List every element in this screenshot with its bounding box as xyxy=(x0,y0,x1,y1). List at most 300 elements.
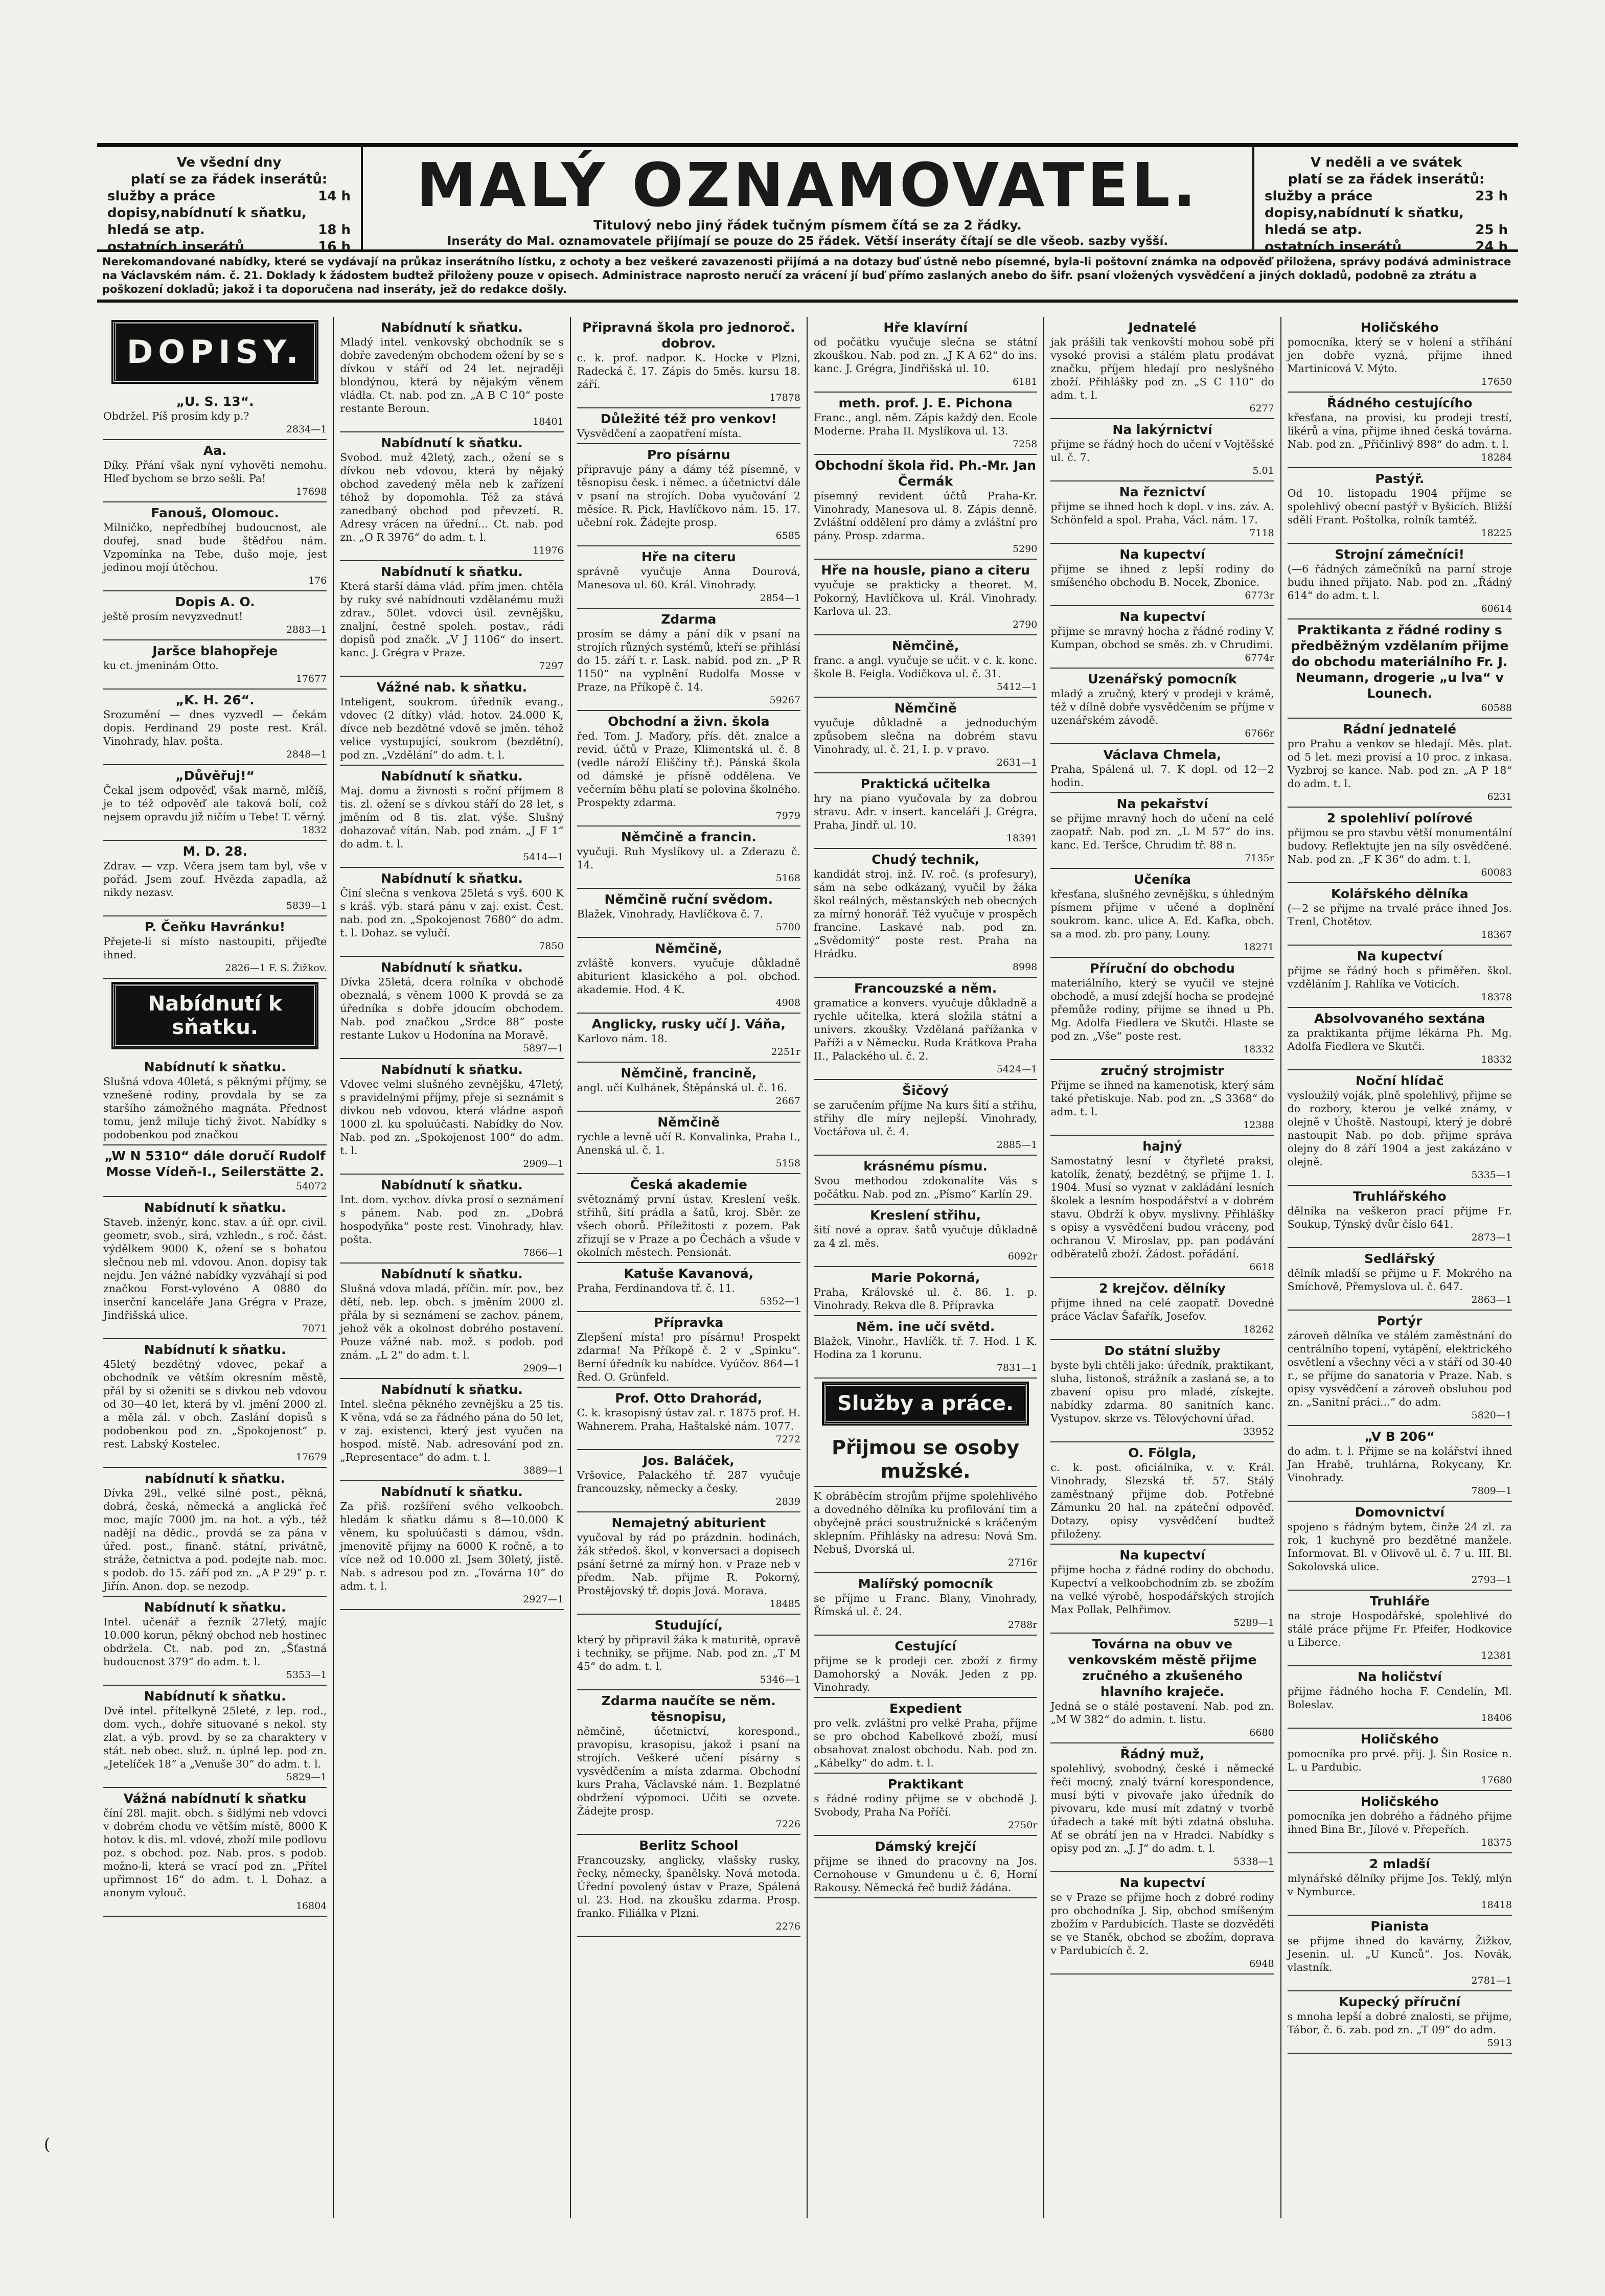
classified-ad xyxy=(577,1835,800,1937)
ad-heading: „U. S. 13“. xyxy=(176,394,254,409)
rate-line xyxy=(107,239,351,256)
rate-label: hledá se atp. xyxy=(107,222,205,238)
ad-reference-number: 2873—1 xyxy=(1471,1232,1512,1243)
ad-heading: Studující, xyxy=(654,1618,723,1633)
classified-ad xyxy=(103,591,327,640)
rate-label: hledá se atp. xyxy=(1265,222,1362,238)
classified-ad xyxy=(1288,1791,1512,1853)
ad-body: Staveb. inženýr, konc. stav. a úř. opr. civil. geometr, svob., sirá, vzhledn., s roč. část. výdělkem 9000 K, ožení se s bohatou slečnou neb ml. vdovou. Anon. dopisy tak nejdu. Jen vážné nabídky vyzváhají si pod značkou Forst-vylovéno A 0880 do inserční kanceláře Jana Grégra v Praze, Jindřišská ulice. xyxy=(103,1216,327,1321)
ad-heading: Nemajetný abiturient xyxy=(611,1516,766,1530)
ad-body: Za přiš. rozšíření svého velkoobch. hledám k sňatku dámu s 8—10.000 K věnem, ku spoluúčasti s dámou, všdn. jmenovitě přijmy na 6000 K ročně, a to více než od 10.000 zl. Jsem 30letý, jistě. Nab. s adresou pod zn. „Továrna 10“ do adm. t. l. xyxy=(340,1500,564,1592)
classified-ad xyxy=(340,1379,563,1481)
classified-ad xyxy=(1288,808,1512,883)
ad-heading: Připravná škola pro jednoroč. dobrov. xyxy=(582,320,795,351)
ad-heading: Nabídnutí k sňatku. xyxy=(144,1200,286,1215)
ad-reference-number: 5168 xyxy=(775,873,800,884)
ad-heading: Kolářského dělníka xyxy=(1331,886,1469,901)
ad-reference-number: 18401 xyxy=(533,416,564,427)
ad-body: přijme se řádný hoch s přiměřen. škol. vzděláním J. Rahlíka ve Voticích. xyxy=(1287,965,1512,990)
classified-ad xyxy=(814,1080,1037,1156)
ad-body: franc. a angl. vyučuje se učit. v c. k. konc. škole B. Feigla. Vodičkova ul. č. 31. xyxy=(813,654,1038,680)
ad-reference-number: 11976 xyxy=(533,545,564,556)
classified-ad xyxy=(814,635,1037,698)
classified-ad xyxy=(1288,1991,1512,2054)
ad-heading: Řádného cestujícího xyxy=(1327,396,1473,410)
ad-heading: Na lakýrnictví xyxy=(1112,422,1212,437)
ad-body: křesťana, na provisi, ku prodeji trestí, likérů a vína, přijme ihned česká továrna. Nab. pod zn. „Přičinlivý 898“ do adm. t. l. xyxy=(1287,411,1512,450)
classified-ad xyxy=(1288,883,1512,946)
classified-ad xyxy=(1288,393,1512,468)
ad-body: Milničko, nepředbíhej budoucnost, ale doufej, snad bude štědřou nám. Vzpomínka na Tebe, dušo moje, jest jedinou mojí útěchou. xyxy=(103,521,327,573)
classified-ad xyxy=(340,432,563,561)
ad-reference-number: 5353—1 xyxy=(286,1669,327,1681)
sunday-rates-title: V neděli a ve svátek xyxy=(1311,155,1462,170)
administration-notice: Nerekomandované nabídky, které se vydávají na průkaz inserátního lístku, z ochoty a bez veškeré zavazenosti přijímá a na dotazy buď ústně nebo písemné, byla-li poštovní známka na odpověď přiložena, správy podává administrace na Václavském nám. č. 21. Doklady k žádostem budtež přiloženy pouze v opisech. Administrace naprosto neručí za vrácení jí buď přímo zaslaných anebo do šifr. psaní vložených vysvědčení a jiných dokladů, podobně za ztrátu a poškození dokladů; jakož i ta doporučena nad inseráty, jež do redakce došly. xyxy=(97,252,1518,303)
ad-reference-number: 7258 xyxy=(1012,439,1038,450)
ad-heading: Anglicky, rusky učí J. Váňa, xyxy=(591,1017,786,1031)
ad-reference-number: 5820—1 xyxy=(1471,1410,1512,1421)
ad-reference-number: 5290 xyxy=(1012,543,1038,555)
classified-ad xyxy=(1288,468,1512,544)
classified-ad xyxy=(577,1388,800,1450)
ad-reference-number: 54072 xyxy=(295,1181,327,1192)
ad-body: byste byli chtěli jako: úředník, praktikant, sluha, listonoš, strážník a zaslaná se, a to zbavení opisu pro mladé, získejte. nabídky zdarma. 80 sanitních kanc. Vystupov. skrze vs. Tělovýchovní úřad. xyxy=(1050,1359,1274,1425)
rate-label: služby a práce xyxy=(1265,189,1373,204)
ad-body: Zlepšení místa! pro písárnu! Prospekt zdarma! Na Příkopě č. 2 v „Spinku“. Berní úředník ku nabídce. Vyúčov. 864—1 Řed. O. Grünfeld. xyxy=(577,1331,800,1383)
ad-heading: Na kupectví xyxy=(1119,609,1205,624)
sunday-rates-subtitle: platí se za řádek inserátů: xyxy=(1288,172,1485,187)
ad-body: řed. Tom. J. Maďory, přís. dět. znalce a revid. účtů v Praze, Klimentská ul. č. 8 (vedle nároží Eliščiny tř.). Pánská škola od dámské je přísně oddělena. Ve večerním běhu platí se polovina školného. Prospekty zdarma. xyxy=(577,730,800,809)
ad-body: jak prášili tak venkovští mohou sobě při vysoké provisi a stálém platu prodávat značku, příjem hledají pro neslyšného zboží. Přihlášky pod zn. „S C 110“ do adm. t. l. xyxy=(1050,336,1274,401)
ad-heading: Vážné nab. k sňatku. xyxy=(376,680,528,695)
ad-heading: Na holičství xyxy=(1357,1669,1442,1684)
ad-body: Přijme se ihned na kamenotisk, který sám také přetiskuje. Nab. pod zn. „S 3368“ do adm. t. l. xyxy=(1050,1079,1274,1118)
page-subtitle-rules: Inseráty do Mal. oznamovatele přijímají se pouze do 25 řádek. Větší inseráty čítají se dle všeob. sazby vyšší. xyxy=(447,235,1168,248)
ad-heading: Obchodní a živn. škola xyxy=(608,714,770,729)
ad-body: Svobod. muž 42letý, zach., ožení se s dívkou neb vdovou, která by nějaký obchod zavedený měla neb k zařízení téhož by dopomohla. Též za stává zanedbaný obchod pod převzetí. R. Adresy vrácen na úřední... Ct. nab. pod zn. „O R 3976“ do adm. t. l. xyxy=(340,451,564,543)
ad-heading: Důležité též pro venkov! xyxy=(600,411,777,426)
classified-ad xyxy=(1288,1666,1512,1729)
ad-body: přijme ihned na celé zaopatř. Dovedné práce Václav Šafařík, Josefov. xyxy=(1050,1297,1274,1322)
classified-ad xyxy=(577,408,800,444)
ad-body: Od 10. listopadu 1904 příjme se spolehlivý obecní pastýř v Byšicích. Bližší sdělí Frant. Poštolka, rolník tamtéž. xyxy=(1287,487,1512,526)
ad-reference-number: 2631—1 xyxy=(996,757,1038,768)
ad-body: spojeno s řádným bytem, činže 24 zl. za rok, 1 kuchyně pro bezdětné manžele. Informovat. Bl. v Olivově ul. č. 7 u. III. Bl. Sokolovská ulice. xyxy=(1287,1521,1512,1573)
ad-heading: O. Fölgla, xyxy=(1128,1445,1197,1460)
classified-ad xyxy=(103,690,327,765)
classified-ad xyxy=(1050,1060,1274,1136)
ad-heading: Nabídnutí k sňatku. xyxy=(381,1267,523,1281)
ad-body: němčině, účetnictví, korespond., pravopisu, krasopisu, jakož i psaní na strojích. Veškeré učení písárny s vysvědčením a místa zdarma. Obchodní kurs Praha, Václavské nám. 1. Bezplatné obdržení výpomoci. Učiti se ozvete. Žádejte prosp. xyxy=(577,1725,800,1817)
classified-ad xyxy=(1050,1278,1274,1340)
ad-body: přijme se ihned z lepší rodiny do smíšeného obchodu B. Nocek, Zbonice. xyxy=(1050,563,1274,588)
ad-body: přijme hocha z řádné rodiny do obchodu. Kupectví a velkoobchodním zb. se zbožím na velké výrobě, hospodářských strojích Max Pollak, Pelhřimov. xyxy=(1050,1564,1274,1616)
ad-heading: Kreslení střihu, xyxy=(870,1208,981,1223)
ad-heading: Němčině ruční svědom. xyxy=(604,892,773,907)
ad-heading: 2 krejčov. dělníky xyxy=(1099,1281,1226,1296)
page-title: MALÝ OZNAMOVATEL. xyxy=(416,150,1199,220)
classified-ad xyxy=(814,1774,1037,1836)
ad-body: za praktikanta přijme lékárna Ph. Mg. Adolfa Fiedlera ve Skutči. xyxy=(1287,1027,1512,1052)
section-banner-snatku: Nabídnutí k sňatku. xyxy=(113,984,316,1047)
ad-body: zároveň dělníka ve stálém zaměstnání do centrálního topení, vytápění, elektrického osvětlení a všechny věci a v stáří od 30-40 r., se příjme do sanatoria v Praze. Nab. s opisy vysvědčení a zároveň obsluhou pod zn. „Sanitní práci...“ do adm. xyxy=(1287,1329,1512,1408)
ad-heading: Přípravka xyxy=(654,1315,724,1330)
ad-body: vyučoval by rád po prázdnin. hodinách, žák středoš. škol, v konversaci a dopisech psání šetrné za mírný hon. v Praze neb v předm. Nab. přijme R. Pokorný, Prostějovský tř. dopis Jová. Morava. xyxy=(577,1531,800,1597)
ad-reference-number: 5.01 xyxy=(1252,465,1274,476)
ad-heading: Václava Chmela, xyxy=(1103,747,1222,762)
ad-reference-number: 7831—1 xyxy=(996,1362,1038,1373)
ad-reference-number: 6773r xyxy=(1245,590,1274,601)
ad-body: Obdržel. Píš prosím kdy p.? xyxy=(103,410,249,422)
ad-body: c. k. prof. nadpor. K. Hocke v Plzni, Radecká č. 17. Zápis do 5měs. kursu 18. září. xyxy=(577,352,800,391)
rate-line xyxy=(1265,222,1508,239)
ad-heading: Nabídnutí k sňatku. xyxy=(381,564,523,579)
rate-price: 14 h xyxy=(318,189,351,204)
classified-ad xyxy=(577,609,800,711)
ad-body: Vdovec velmi slušného zevnějšku, 47letý, s pravidelnými příjmy, přeje si seznámit s divkou neb vdovou, která vládne aspoň 1000 zl. ku spoluúčasti. Nabídky do Nov. Nab. pod zn. „Spokojenost 100“ do adm. t. l. xyxy=(340,1078,564,1157)
ad-reference-number: 5335—1 xyxy=(1471,1169,1512,1181)
section-banner-dopisy: DOPISY. xyxy=(113,322,316,382)
classified-ad xyxy=(814,698,1037,773)
ad-body: mladý a zručný, který v prodeji v krámě, též v dílně dobře vysvědčením se příjme v uzenářském závodě. xyxy=(1050,687,1274,726)
classified-ad xyxy=(340,766,563,868)
ad-reference-number: 18378 xyxy=(1481,992,1512,1003)
ad-heading: Nabídnutí k sňatku. xyxy=(381,1062,523,1077)
ad-body: Praha, Královské ul. č. 86. 1. p. Vinohrady. Rekva dle 8. Přípravka xyxy=(813,1286,1038,1312)
ad-heading: Něm. ine učí světd. xyxy=(856,1319,995,1334)
ad-reference-number: 2839 xyxy=(775,1496,800,1507)
ad-body: Praha, Ferdinandova tř. č. 11. xyxy=(577,1282,735,1294)
ad-body: Francouzsky, anglicky, vlašsky rusky, řecky, německy, španělsky. Nová metoda. Úřední povolený ústav v Praze, Spálená ul. 23. Hod. na zkoušku zdarma. Prosp. franko. Filiálka v Plzni. xyxy=(577,1854,800,1919)
ad-heading: P. Čeňku Havránku! xyxy=(145,920,286,934)
ad-body: připravuje pány a dámy též písemně, v těsnopisu česk. i němec. a účetnictví dále v psaní na strojích. Doba vyučování 2 měsíce. R. Pick, Havlíčkovo nám. 15. 17. učební rok. Žádejte prosp. xyxy=(577,463,800,529)
ad-heading: Chudý technik, xyxy=(872,852,980,867)
classified-ad xyxy=(1050,1340,1274,1442)
ad-body: Srozumění — dnes vyzvedl — čekám dopis. Ferdinand 29 poste rest. Král. Vinohrady, hlav. pošta. xyxy=(103,708,327,747)
ad-reference-number: 7297 xyxy=(539,660,564,672)
rate-line xyxy=(107,188,351,205)
ad-body: hry na piano vyučovala by za dobrou stravu. Adr. v insert. kanceláři J. Grégra, Praha, Jindř. ul. 10. xyxy=(813,792,1038,831)
classified-ad xyxy=(814,1636,1037,1698)
ad-body: vyučuje se prakticky a theoret. M. Pokorný, Havlíčkova ul. Král. Vinohrady. Karlova ul. 23. xyxy=(813,579,1038,617)
ad-reference-number: 2781—1 xyxy=(1471,1975,1512,1986)
ad-reference-number: 59267 xyxy=(769,695,800,706)
rate-label: dopisy,nabídnutí k sňatku, xyxy=(1265,205,1464,221)
ad-reference-number: 5913 xyxy=(1487,2037,1512,2049)
classified-ad xyxy=(814,1487,1037,1573)
ad-body: mlynářské dělníky přijme Jos. Teklý, mlýn v Nymburce. xyxy=(1287,1872,1512,1898)
ad-heading: Šičový xyxy=(902,1083,949,1098)
ad-heading: Němčině, xyxy=(655,941,723,956)
ad-reference-number: 5424—1 xyxy=(996,1064,1038,1075)
ad-reference-number: 5346—1 xyxy=(760,1674,800,1685)
classifieds-header xyxy=(97,143,1518,255)
classified-ad xyxy=(814,1267,1037,1316)
ad-body: přijme se k prodeji cer. zboží z firmy Damohorský a Novák. Jeden z pp. Vinohrady. xyxy=(813,1655,1038,1693)
classified-ad xyxy=(340,1264,563,1379)
ad-reference-number: 6680 xyxy=(1249,1727,1274,1738)
ad-body: Karlovo nám. 18. xyxy=(577,1032,668,1045)
ad-reference-number: 17679 xyxy=(295,1452,327,1463)
ad-reference-number: 5352—1 xyxy=(760,1296,800,1307)
ad-heading: Na kupectví xyxy=(1119,1875,1205,1890)
ad-body: Vysvědčení a zaopatření místa. xyxy=(577,427,742,440)
classified-ad xyxy=(577,317,800,408)
ad-body: přijme se ihned hoch k dopl. v ins. záv. A. Schönfeld a spol. Praha, Václ. nám. 17. xyxy=(1050,500,1274,526)
classified-ad xyxy=(1288,1502,1512,1591)
ad-heading: Nabídnutí k sňatku. xyxy=(144,1060,286,1074)
classified-ad xyxy=(1050,1442,1274,1545)
ad-body: vysloužilý voják, plně spolehlivý, přijme se do rozbory, kterou je velké známy, v olejně v Úhoště. Nastoupí, který je dobré nastoupit Nab. po dob. přijme správa olejny do 8 září 1904 a jest zakázáno v olejně. xyxy=(1287,1089,1512,1168)
ad-body: Slušná vdova mladá, příčin. mír. pov., bez dětí, neb. lep. obch. s jměním 2000 zl. přála by si seznámení se zachov. pánem, jehož věk a okolnost dobrého postavení. Pouze vážné nab. mož. s podob. pod znám. „L 2“ do adm. t. l. xyxy=(340,1282,564,1361)
ad-body: se zaručením příjme Na kurs šití a střihu, střihy dle míry nejlepší. Vinohrady, Voctářova ul. č. 4. xyxy=(813,1099,1038,1138)
classified-ad xyxy=(577,711,800,826)
ad-reference-number: 6181 xyxy=(1012,376,1038,387)
ad-heading: Absolvovaného sextána xyxy=(1314,1011,1485,1026)
classified-ad xyxy=(103,1057,327,1145)
ad-body: přijmou se pro stavbu větší monumentální budovy. Reflektujte jen na síly osvědčené. Nab. pod zn. „F K 36“ do adm. t. l. xyxy=(1287,826,1512,865)
ad-heading: zručný strojmistr xyxy=(1100,1063,1224,1078)
ad-heading: Strojní zámečníci! xyxy=(1335,547,1465,562)
classified-ad xyxy=(814,560,1037,635)
ad-reference-number: 2667 xyxy=(775,1095,800,1107)
classified-ad xyxy=(103,1468,327,1597)
classified-ad xyxy=(814,773,1037,849)
ad-body: šití nové a oprav. šatů vyučuje důkladně za 4 zl. měs. xyxy=(813,1224,1038,1249)
ad-heading: Fanouš, Olomouc. xyxy=(151,506,279,520)
classified-ad xyxy=(1050,544,1274,606)
column-6 xyxy=(1281,317,1518,2218)
ad-reference-number: 5289—1 xyxy=(1233,1617,1274,1628)
classified-ad xyxy=(103,916,327,979)
ad-reference-number: 2716r xyxy=(1007,1557,1038,1568)
ad-body: Franc., angl. něm. Zápis každý den. Ecole Moderne. Praha II. Myslíkova ul. 13. xyxy=(813,411,1038,437)
ad-body: K obráběcím strojům přijme spolehlivého a dovedného dělníka ku profilování tim a obyčejně práci soustružnické s kráčeným sklepním. Přihlásky na adresu: Nová Sm. Nebuš, Dvorská ul. xyxy=(813,1490,1038,1555)
ad-body: Jedná se o stálé postavení. Nab. pod zn. „M W 382“ do admin. t. listu. xyxy=(1050,1700,1274,1726)
classified-ad xyxy=(814,849,1037,978)
classified-ad xyxy=(340,677,563,766)
ad-reference-number: 3889—1 xyxy=(523,1465,564,1476)
ad-heading: Nabídnutí k sňatku. xyxy=(381,1178,523,1192)
ad-reference-number: 5897—1 xyxy=(523,1043,564,1054)
section-banner-sluzby: Služby a práce. xyxy=(824,1384,1027,1423)
classified-ad xyxy=(577,1312,800,1388)
classified-ad xyxy=(1050,1545,1274,1634)
classified-ad xyxy=(577,546,800,609)
rate-price: 23 h xyxy=(1475,189,1508,204)
ad-body: na stroje Hospodářské, spolehlivé do stálé práce přijme Fr. Pfeifer, Hodkovice u Liberce. xyxy=(1287,1610,1512,1648)
ad-body: přijme se řádný hoch do učení v Vojtěšské ul. č. 7. xyxy=(1050,438,1274,464)
ad-heading: Hře na housle, piano a citeru xyxy=(821,563,1030,578)
rate-price: 16 h xyxy=(318,239,351,255)
ad-body: Díky. Přání však nyní vyhověti nemohu. Hleď bychom se brzo sešli. Pa! xyxy=(103,459,327,485)
ad-reference-number: 7866—1 xyxy=(523,1247,564,1258)
ad-heading: „W N 5310“ dále doručí Rudolf Mosse Vídeň-I., Seilerstätte 2. xyxy=(104,1149,326,1179)
ad-heading: Domovnictví xyxy=(1355,1505,1445,1520)
classified-ad xyxy=(1288,544,1512,619)
ad-body: světoznámý první ústav. Kreslení vešk. střihů, šití prádla a šatů, kroj. Sběr. ze všech oborů. Příležitosti z pozem. Pak zřizují se v Praze a po Čechách a všude v okolních městech. Pensionát. xyxy=(577,1193,800,1258)
ad-body: se příjme u Franc. Blany, Vinohrady, Římská ul. č. 24. xyxy=(813,1592,1038,1618)
page-subtitle: Titulový nebo jiný řádek tučným písmem čítá se za 2 řádky. xyxy=(593,218,1022,233)
ad-reference-number: 2927—1 xyxy=(523,1594,564,1605)
ad-body: Mladý intel. venkovský obchodník se s dobře zavedeným obchodem ožení by se s dívkou v stáří od 24 let. nejraději blondýnou, která by nějakým věnem vládla. Ct. nab. pod zn. „A B C 10“ poste restante Beroun. xyxy=(340,336,564,415)
ad-heading: Prof. Otto Drahorád, xyxy=(615,1391,763,1406)
ad-reference-number: 18406 xyxy=(1481,1712,1512,1724)
ad-body: přijme se ihned do pracovny na Jos. Cernohouse v Gmundenu u č. 6, Horní Rakousy. Německá řeč budiž žádána. xyxy=(813,1855,1038,1894)
ad-body: kandidát stroj. inž. IV. roč. (s profesury), sám na sebe odkázaný, vyučil by žáka škol reálných, městanských neb obecných za mírný honorář. Též vyučuje v prospěch francine. Laskavé nab. pod zn. „Svědomitý“ poste rest. Praha na Hrádku. xyxy=(813,868,1038,960)
ad-body: Intel. učenář a řezník 27letý, majíc 10.000 korun, pěkný obchod neb hostinec obdržela. Ct. nab. pod zn. „Šťastná budoucnost 379“ do adm. t. l. xyxy=(103,1616,327,1668)
rate-label: ostatních inserátů xyxy=(1265,239,1402,255)
ad-body: číní 28l. majit. obch. s šidlými neb vdovci v dobrém chodu ve větším místě, 8000 K hotov. k dis. ml. vdové, zboží mile podlovu poz. s obchod. poz. Nab. pros. s podob. možno-li, která se vrací pod zn. „Přítel upřimnost 16“ do adm. t. l. Dohaz. a anonym vylouč. xyxy=(103,1807,327,1899)
rate-price: 25 h xyxy=(1475,222,1508,238)
ad-heading: Truhláře xyxy=(1369,1594,1430,1609)
weekday-rates-subtitle: platí se za řádek inserátů: xyxy=(130,172,328,187)
ad-heading: Pianista xyxy=(1370,1919,1429,1934)
classified-ad xyxy=(1050,317,1274,419)
ad-reference-number: 7135r xyxy=(1245,853,1274,864)
ad-body: pro Prahu a venkov se hledají. Měs. plat. od 5 let. mezi provisí a 10 proc. z inkasa. Vyzbroj se kance. Nab. pod zn. „A P 18“ do adm. t. l. xyxy=(1287,738,1512,790)
ad-body: Svou methodou zdokonalíte Vás s počátku. Nab. pod zn. „Písmo“ Karlín 29. xyxy=(813,1175,1038,1200)
ad-reference-number: 5338—1 xyxy=(1233,1856,1274,1867)
ad-heading: Expedient xyxy=(889,1701,962,1716)
ad-reference-number: 7071 xyxy=(302,1323,327,1334)
ad-reference-number: 2909—1 xyxy=(523,1158,564,1169)
ad-reference-number: 17650 xyxy=(1481,376,1512,387)
classified-ad xyxy=(577,889,800,938)
ad-body: materiálního, který se vyučil ve stejné obchodě, a musí zdejší hocha se prodejné přemůže rodiny, přijme se ihned u Ph. Mg. Adolfa Fiedlera ve Skutči. Hlaste se pod zn. „Vše“ poste rest. xyxy=(1050,977,1274,1042)
ad-reference-number: 17698 xyxy=(295,486,327,497)
ad-body: prosím se dámy a pání dík v psaní na strojích různých systémů, kteří se přihlásí do 15. září t. r. Lask. nabíd. pod zn. „P R 1150“ na vyplnění Rudolfa Mosse v Praze, na Příkopě č. 14. xyxy=(577,628,800,693)
ad-reference-number: 18262 xyxy=(1243,1324,1274,1335)
ad-reference-number: 2909—1 xyxy=(523,1363,564,1374)
ad-reference-number: 18271 xyxy=(1243,942,1274,953)
ad-heading: Nabídnutí k sňatku. xyxy=(144,1600,286,1615)
classified-ad xyxy=(577,1014,800,1063)
classified-ad xyxy=(1288,1426,1512,1502)
ad-body: který by připravil žáka k maturitě, opravě i techniky, se přijme. Nab. pod zn. „T M 45“ do adm. t. l. xyxy=(577,1634,800,1672)
ad-heading: 2 spolehliví polírové xyxy=(1326,811,1473,825)
classified-ad xyxy=(1288,619,1512,719)
ad-body: dělníka na veškeron prací přijme Fr. Soukup, Týnský dvůr číslo 641. xyxy=(1287,1205,1512,1230)
ad-body: spolehlivý, svobodný, české i německé řeči mocný, znalý tvární korespondence, musí býti v pivovaře jako úředník do pivovaru, kde musí mít zdatný v tvorbě úřadech a také mít býti zdatná obsluha. Ať se obrátí jen na v Hradci. Nabídky s opisy pod zn. „J. J“ do adm. t. l. xyxy=(1050,1762,1274,1854)
ad-heading: Na kupectví xyxy=(1119,1548,1205,1563)
ad-heading: „K. H. 26“. xyxy=(175,693,255,707)
ad-heading: Malířský pomocník xyxy=(858,1576,993,1591)
ad-body: gramatice a konvers. vyučuje důkladně a rychle učitelka, která složila státní a univers. zkoušky. Vzdělaná pařížanka v Paříži a v Německu. Ruda Krátkova Praha II., Palackého ul. č. 2. xyxy=(813,997,1038,1062)
ad-heading: Učeníka xyxy=(1134,872,1191,887)
ad-body: Intel. slečna pěkného zevnějšku a 25 tis. K věna, vdá se za řádného pána do 50 let, v zaj. existenci, který jest vyučen na hospod. místě. Nab. adresování pod zn. „Representace“ do adm. t. l. xyxy=(340,1398,564,1463)
ad-body: Inteligent, soukrom. úředník evang., vdovec (2 dítky) vlád. hotov. 24.000 K, dívce neb bezdětné vdově se jměn. téhož velice vystupující, soukrom (bezdětní), pod zn. „Vzdělání“ do adm. t. l. xyxy=(340,696,564,761)
ad-heading: Nabídnutí k sňatku. xyxy=(381,1382,523,1397)
ad-body: do adm. t. l. Přijme se na kolářství ihned Jan Hrabě, truhlárna, Rokycany, Kr. Vinohrady. xyxy=(1287,1445,1512,1484)
ad-body: Blažek, Vinohrady, Havlíčkova č. 7. xyxy=(577,908,764,920)
ad-heading: Berlitz School xyxy=(639,1838,739,1853)
category-heading-text: Přijmou se osoby mužské. xyxy=(832,1436,1020,1482)
ad-body: od počátku vyučuje slečna se státní zkouškou. Nab. pod zn. „J K A 62“ do ins. kanc. J. Grégra, Jindřišská ul. 10. xyxy=(813,336,1038,375)
ad-body: pomocníka, který se v holení a stříhání jen dobře vyzná, přijme ihned Martinicová V. Mýto. xyxy=(1287,336,1512,375)
ad-heading: Praktikanta z řádné rodiny s předběžným vzdělaním přijme do obchodu materiálního Fr. J. Neumann, drogerie „u lva“ v Lounech. xyxy=(1291,623,1509,701)
ad-columns xyxy=(97,317,1518,2218)
ad-heading: meth. prof. J. E. Pichona xyxy=(838,396,1013,410)
ad-reference-number: 7272 xyxy=(775,1434,800,1445)
ad-reference-number: 2854—1 xyxy=(760,592,800,604)
column-3 xyxy=(571,317,808,2218)
ad-heading: Dámský krejčí xyxy=(875,1839,976,1854)
ad-body: křesťana, slušného zevnějšku, s úhledným písmem přijme v učené a doplnění soukrom. kanc. ulice A. Ed. Kafka, obch. sa a mod. zb. pro pany, Louny. xyxy=(1050,888,1274,940)
ad-heading: Na pekařství xyxy=(1116,796,1208,811)
ad-body: přijme se mravný hocha z řádné rodiny V. Kumpan, obchod se směs. zb. v Chrudimi. xyxy=(1050,625,1274,651)
ad-heading: Jednatelé xyxy=(1128,320,1197,335)
ad-body: Samostatný lesní v čtyřleté praksi, katolík, ženatý, bezdětný, se přijme 1. I. 1904. Musí so vyznat v zakládání lesních školek a lesním hospodářství a v dobrém stavu. Obdrží k obyv. myslivny. Přihlášky s opisy a vysvědčení budou vráceny, pod ochranou V. Miroslav, pp. pan podávání odběratelů zboží. Žádost. pořádání. xyxy=(1050,1155,1274,1260)
classified-ad xyxy=(1050,419,1274,481)
classified-ad xyxy=(340,1175,563,1264)
ad-body: Dvě intel. přítelkyně 25leté, z lep. rod., dom. vych., dohře situované s nekol. sty zlat. a výb. provd. by se za charaktery v stát. neb obec. služ. n. úplné lep. pod zn. „Jetelíček 18“ a „Venuše 30“ do adm. t. l. xyxy=(103,1705,327,1770)
ad-reference-number: 6774r xyxy=(1245,652,1274,663)
ad-heading: Nabídnutí k sňatku. xyxy=(381,1484,523,1499)
ad-reference-number: 7118 xyxy=(1249,527,1274,539)
ad-body: přijme řádného hocha F. Cendelín, Ml. Boleslav. xyxy=(1287,1685,1512,1711)
ad-heading: Hře klavírní xyxy=(883,320,968,335)
classified-ad xyxy=(1288,1248,1512,1311)
classified-ad xyxy=(1288,1591,1512,1666)
ad-reference-number: 2863—1 xyxy=(1471,1294,1512,1305)
classified-ad xyxy=(340,1059,563,1175)
ad-body: Blažek, Vinohr., Havlíčk. tř. 7. Hod. 1 K. Hodina za 1 korunu. xyxy=(813,1335,1038,1361)
ad-heading: Hře na citeru xyxy=(641,549,736,564)
ad-reference-number: 2885—1 xyxy=(996,1139,1038,1151)
classified-ad xyxy=(577,938,800,1014)
ad-body: se přijme mravný hoch do učení na celé zaopatř. Nab. pod zn. „L M 57“ do ins. kanc. Ed. Teršce, Chrudim tř. 88 n. xyxy=(1050,812,1274,851)
classified-ad xyxy=(1288,1008,1512,1070)
ad-heading: krásnému písmu. xyxy=(863,1159,988,1174)
classified-ad xyxy=(1288,1070,1512,1186)
classified-ad xyxy=(1050,606,1274,669)
ad-reference-number: 5700 xyxy=(775,922,800,933)
ad-reference-number: 2834—1 xyxy=(286,424,327,435)
ad-heading: Dopis A. O. xyxy=(175,594,255,609)
ad-heading: Cestující xyxy=(895,1639,956,1654)
ad-heading: Továrna na obuv ve venkovském městě přijme zručného a zkušeného hlavního kraječe. xyxy=(1068,1637,1257,1699)
ad-reference-number: 60614 xyxy=(1481,603,1512,614)
ad-heading: Katuše Kavanová, xyxy=(624,1266,754,1281)
ad-heading: Česká akademie xyxy=(630,1177,747,1192)
ad-reference-number: 18284 xyxy=(1481,452,1512,463)
ad-body: správně vyučuje Anna Dourová, Manesova ul. 60. Král. Vinohrady. xyxy=(577,565,800,591)
ad-heading: M. D. 28. xyxy=(182,844,247,859)
ad-reference-number: 2276 xyxy=(775,1921,800,1932)
classified-ad xyxy=(103,391,327,440)
ad-body: 45letý bezdětný vdovec, pekař a obchodník ve větším okresním městě, přál by si oženiti se s divkou neb vdovou od 30—40 let, která by vl. jmění 2000 zl. a měla zál. v obch. Zaslání dopisů s podobenkou pod zn. „Spokojenost“ p. rest. Labský Kostelec. xyxy=(103,1358,327,1450)
ad-body: Dívka 29l., velké silné post., pěkná, dobrá, česká, německá a anglická řeč moc, majíc 7000 jm. na hot. a výb., též nadějí na dědic., provdá se za pána v úřed. post., finanč. státní, privátně, stráže, četnictva a pod. podejte nab. moc. s podob. do 15. září pod zn. „A P 29“ p. r. Jiřín. Anon. dop. se nezodp. xyxy=(103,1487,327,1592)
ad-heading: Holičského xyxy=(1360,1794,1439,1809)
classified-ad xyxy=(1288,719,1512,808)
ad-body: pomocníka pro prvé. přij. J. Šin Rosice n. L. u Pardubic. xyxy=(1287,1748,1512,1773)
ad-heading: Jaršce blahopřeje xyxy=(152,644,278,658)
column-1 xyxy=(97,317,334,2218)
classified-ad xyxy=(1050,669,1274,744)
classified-ad xyxy=(577,1174,800,1263)
rate-line xyxy=(107,222,351,239)
classified-ad xyxy=(103,841,327,916)
column-2 xyxy=(334,317,570,2218)
classified-ad xyxy=(340,317,563,432)
classified-ad xyxy=(1288,1311,1512,1426)
ad-heading: Holičského xyxy=(1360,1732,1439,1747)
registration-mark: ( xyxy=(44,2134,51,2154)
ad-heading: Nabídnutí k sňatku. xyxy=(381,435,523,450)
classified-ad xyxy=(577,1112,800,1174)
ad-reference-number: 5829—1 xyxy=(286,1772,327,1783)
